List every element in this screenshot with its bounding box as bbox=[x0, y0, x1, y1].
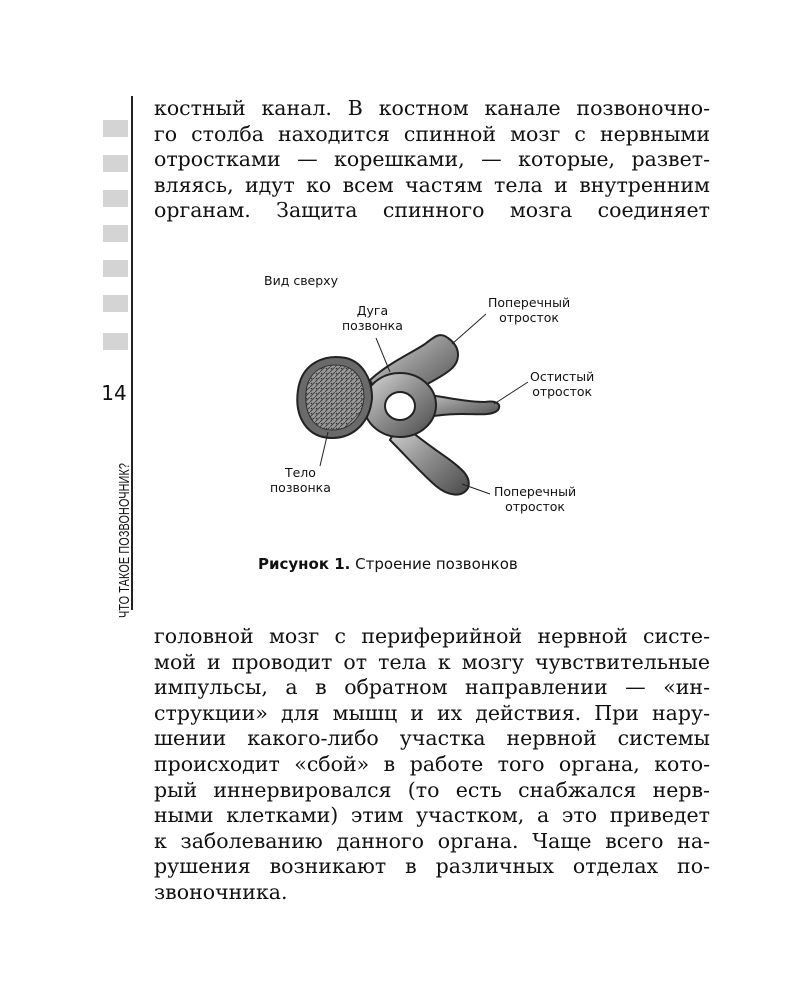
text-line: ными клетками) этим участком, а это приведет bbox=[154, 803, 710, 828]
label-spinous-line2: отросток bbox=[532, 384, 593, 399]
margin-marker bbox=[103, 120, 128, 137]
figure-view-label: Вид сверху bbox=[264, 273, 338, 288]
label-transverse-bottom-line1: Поперечный bbox=[494, 484, 577, 499]
label-transverse-top-line2: отросток bbox=[499, 310, 559, 325]
text-line: импульсы, а в обратном направлении — «ин- bbox=[154, 675, 710, 700]
margin-marker bbox=[103, 260, 128, 277]
label-transverse-top-line1: Поперечный bbox=[488, 295, 571, 310]
running-head: ЧТО ТАКОЕ ПОЗВОНОЧНИК? bbox=[116, 462, 133, 618]
text-line: рый иннервировался (то есть снабжался нерв- bbox=[154, 777, 710, 802]
page-number: 14 bbox=[101, 381, 127, 405]
label-arch bbox=[342, 303, 403, 333]
paragraph-top bbox=[154, 96, 710, 224]
leader-spinous bbox=[494, 382, 528, 404]
label-arch-line1: Дуга bbox=[356, 303, 389, 318]
caption-text: Строение позвонков bbox=[350, 555, 518, 573]
text-line: вляясь, идут ко всем частям тела и внутренним bbox=[154, 172, 710, 197]
paragraph-bottom bbox=[154, 624, 710, 906]
caption-number: Рисунок 1. bbox=[258, 555, 351, 573]
label-transverse-bottom-line2: отросток bbox=[505, 499, 565, 514]
text-line: головной мозг с периферийной нервной систе- bbox=[154, 624, 710, 648]
text-line: рушения возникают в различных отделах по- bbox=[154, 854, 710, 879]
label-spinous-line1: Остистый bbox=[530, 369, 595, 384]
label-transverse-bottom bbox=[494, 484, 576, 514]
figure-caption bbox=[258, 555, 518, 573]
label-body-line2: позвонка bbox=[270, 480, 331, 495]
text-line: костный канал. В костном канале позвоночно- bbox=[154, 96, 710, 120]
margin-marker bbox=[103, 333, 128, 350]
text-line: го столба находится спинной мозг с нервными bbox=[154, 121, 710, 146]
label-arch-line2: позвонка bbox=[342, 318, 403, 333]
label-spinous bbox=[530, 369, 594, 399]
text-line: к заболеванию данного органа. Чаще всего на- bbox=[154, 828, 710, 853]
margin-marker bbox=[103, 225, 128, 242]
margin-marker bbox=[103, 190, 128, 207]
leader-transverse-top bbox=[452, 314, 486, 344]
text-line: происходит «сбой» в работе того органа, кото- bbox=[154, 751, 710, 776]
text-line: органам. Защита спинного мозга соединяет bbox=[154, 198, 710, 223]
margin-marker bbox=[103, 295, 128, 312]
text-line: мой и проводит от тела к мозгу чувствительные bbox=[154, 649, 710, 674]
margin-marker bbox=[103, 155, 128, 172]
vertebra-figure bbox=[250, 262, 620, 562]
text-line: звоночника. bbox=[154, 879, 288, 904]
label-body bbox=[270, 465, 331, 495]
text-line: шении какого-либо участка нервной системы bbox=[154, 726, 710, 751]
label-transverse-top bbox=[488, 295, 570, 325]
text-line: струкции» для мышц и их действия. При нару- bbox=[154, 700, 710, 725]
label-body-line1: Тело bbox=[284, 465, 316, 480]
leader-arch bbox=[376, 338, 390, 372]
text-line: отростками — корешками, — которые, развет- bbox=[154, 147, 710, 172]
